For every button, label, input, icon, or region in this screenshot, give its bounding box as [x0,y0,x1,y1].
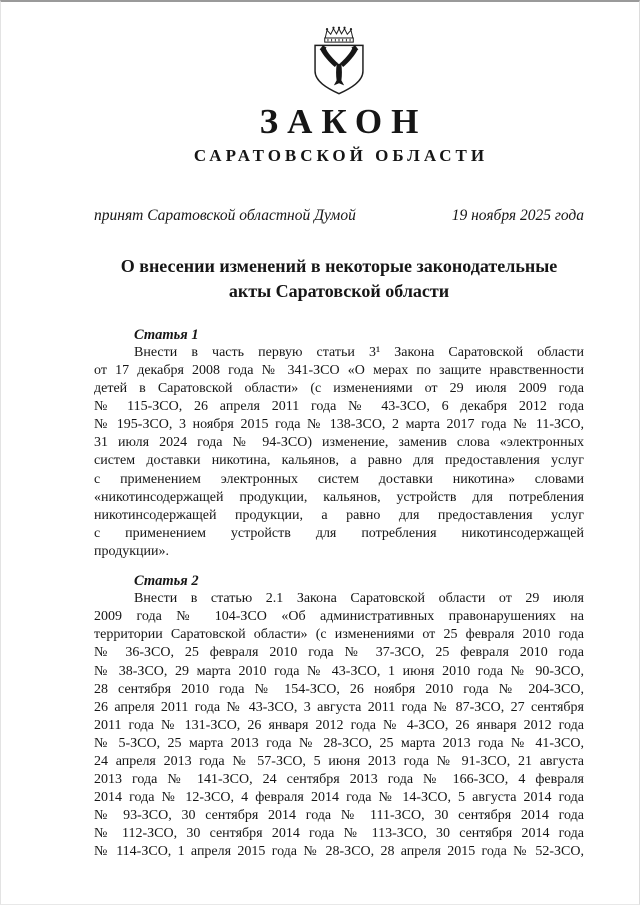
paragraph-line: Внести в часть первую статьи 3¹ Закона Саратовской области [134,344,584,360]
articles-container [94,326,584,862]
paragraph-line: № 5-ЗСО, 25 марта 2013 года № 28-ЗСО, 25 марта 2013 года № 41-ЗСО, [94,735,584,751]
paragraph-line: от 17 декабря 2008 года № 341-ЗСО «О мерах по защите нравственности [94,363,584,378]
document-title-line-2: акты Саратовской области [228,280,450,301]
article-heading: Статья 1 [134,326,199,343]
paragraph-line: 28 сентября 2010 года № 154-ЗСО, 26 ноября 2010 года № 204-ЗСО, [94,681,584,697]
paragraph-line: никотинсодержащей продукции, а равно для предоставления услуг [94,507,584,523]
emblem-container [94,2,584,96]
paragraph-line: «никотинсодержащей продукции, кальянов, устройств для потребления [94,489,584,505]
article-heading: Статья 2 [134,573,199,590]
paragraph-line: 24 апреля 2013 года № 57-ЗСО, 5 июня 2013 года № 91-ЗСО, 21 августа [94,753,584,769]
paragraph-line: 26 апреля 2011 года № 43-ЗСО, 3 августа 2011 года № 87-ЗСО, 27 сентября [94,699,584,715]
paragraph-line: 31 июля 2024 года № 94-ЗСО) изменение, заменив слова «электронных [94,435,584,451]
paragraph-line: территории Саратовской области» (с изменениями от 25 февраля 2010 года [94,627,584,643]
paragraph-line: № 195-ЗСО, 3 ноября 2015 года № 138-ЗСО, 2 марта 2017 года № 11-ЗСО, [94,417,584,433]
paragraph-line: 2013 года № 141-ЗСО, 24 сентября 2013 года № 166-ЗСО, 4 февраля [94,772,584,788]
paragraph-line: № 115-ЗСО, 26 апреля 2011 года № 43-ЗСО, 6 декабря 2012 года [94,399,584,415]
paragraph-line: № 112-ЗСО, 30 сентября 2014 года № 113-ЗСО, 30 сентября 2014 года [94,826,584,842]
saratov-coat-of-arms-icon [310,26,368,96]
paragraph-line: продукции». [94,543,169,559]
paragraph-line: № 93-ЗСО, 30 сентября 2014 года № 111-ЗСО, 30 сентября 2014 года [94,808,584,824]
paragraph-line: Внести в статью 2.1 Закона Саратовской области от 29 июля [134,591,584,607]
paragraph-line: с применением устройств для потребления никотинсодержащей [94,525,584,541]
adoption-row [94,207,584,225]
document-title-line-1: О внесении изменений в некоторые законодательные [120,255,558,276]
paragraph-line: 2009 года № 104-ЗСО «Об административных правонарушениях на [94,609,584,625]
paragraph-line: № 36-ЗСО, 25 февраля 2010 года № 37-ЗСО, 25 февраля 2010 года [94,645,584,661]
paragraph-line: 2011 года № 131-ЗСО, 26 января 2012 года № 4-ЗСО, 26 января 2012 года [94,717,584,733]
paragraph-line: № 114-ЗСО, 1 апреля 2015 года № 28-ЗСО, 28 апреля 2015 года № 52-ЗСО, [94,844,584,860]
paragraph-line: детей в Саратовской области» (с изменениями от 29 июля 2009 года [94,381,584,397]
region-heading: САРАТОВСКОЙ ОБЛАСТИ [193,146,489,165]
adopted-by-text: принят Саратовской областной Думой [94,207,356,224]
paragraph-line: с применением электронных систем доставки никотина» словами [94,471,584,487]
document-page [94,2,584,862]
paragraph-line: 2014 года № 12-ЗСО, 4 февраля 2014 года № 14-ЗСО, 5 августа 2014 года [94,790,584,806]
paragraph-line: систем доставки никотина, кальянов, а равно для предоставления услуг [94,453,584,469]
document-title [94,254,584,304]
adoption-date: 19 ноября 2025 года [451,207,584,224]
paragraph-line: № 38-ЗСО, 29 марта 2010 года № 43-ЗСО, 1 июня 2010 года № 90-ЗСО, [94,663,584,679]
document-type-heading: ЗАКОН [259,102,428,141]
